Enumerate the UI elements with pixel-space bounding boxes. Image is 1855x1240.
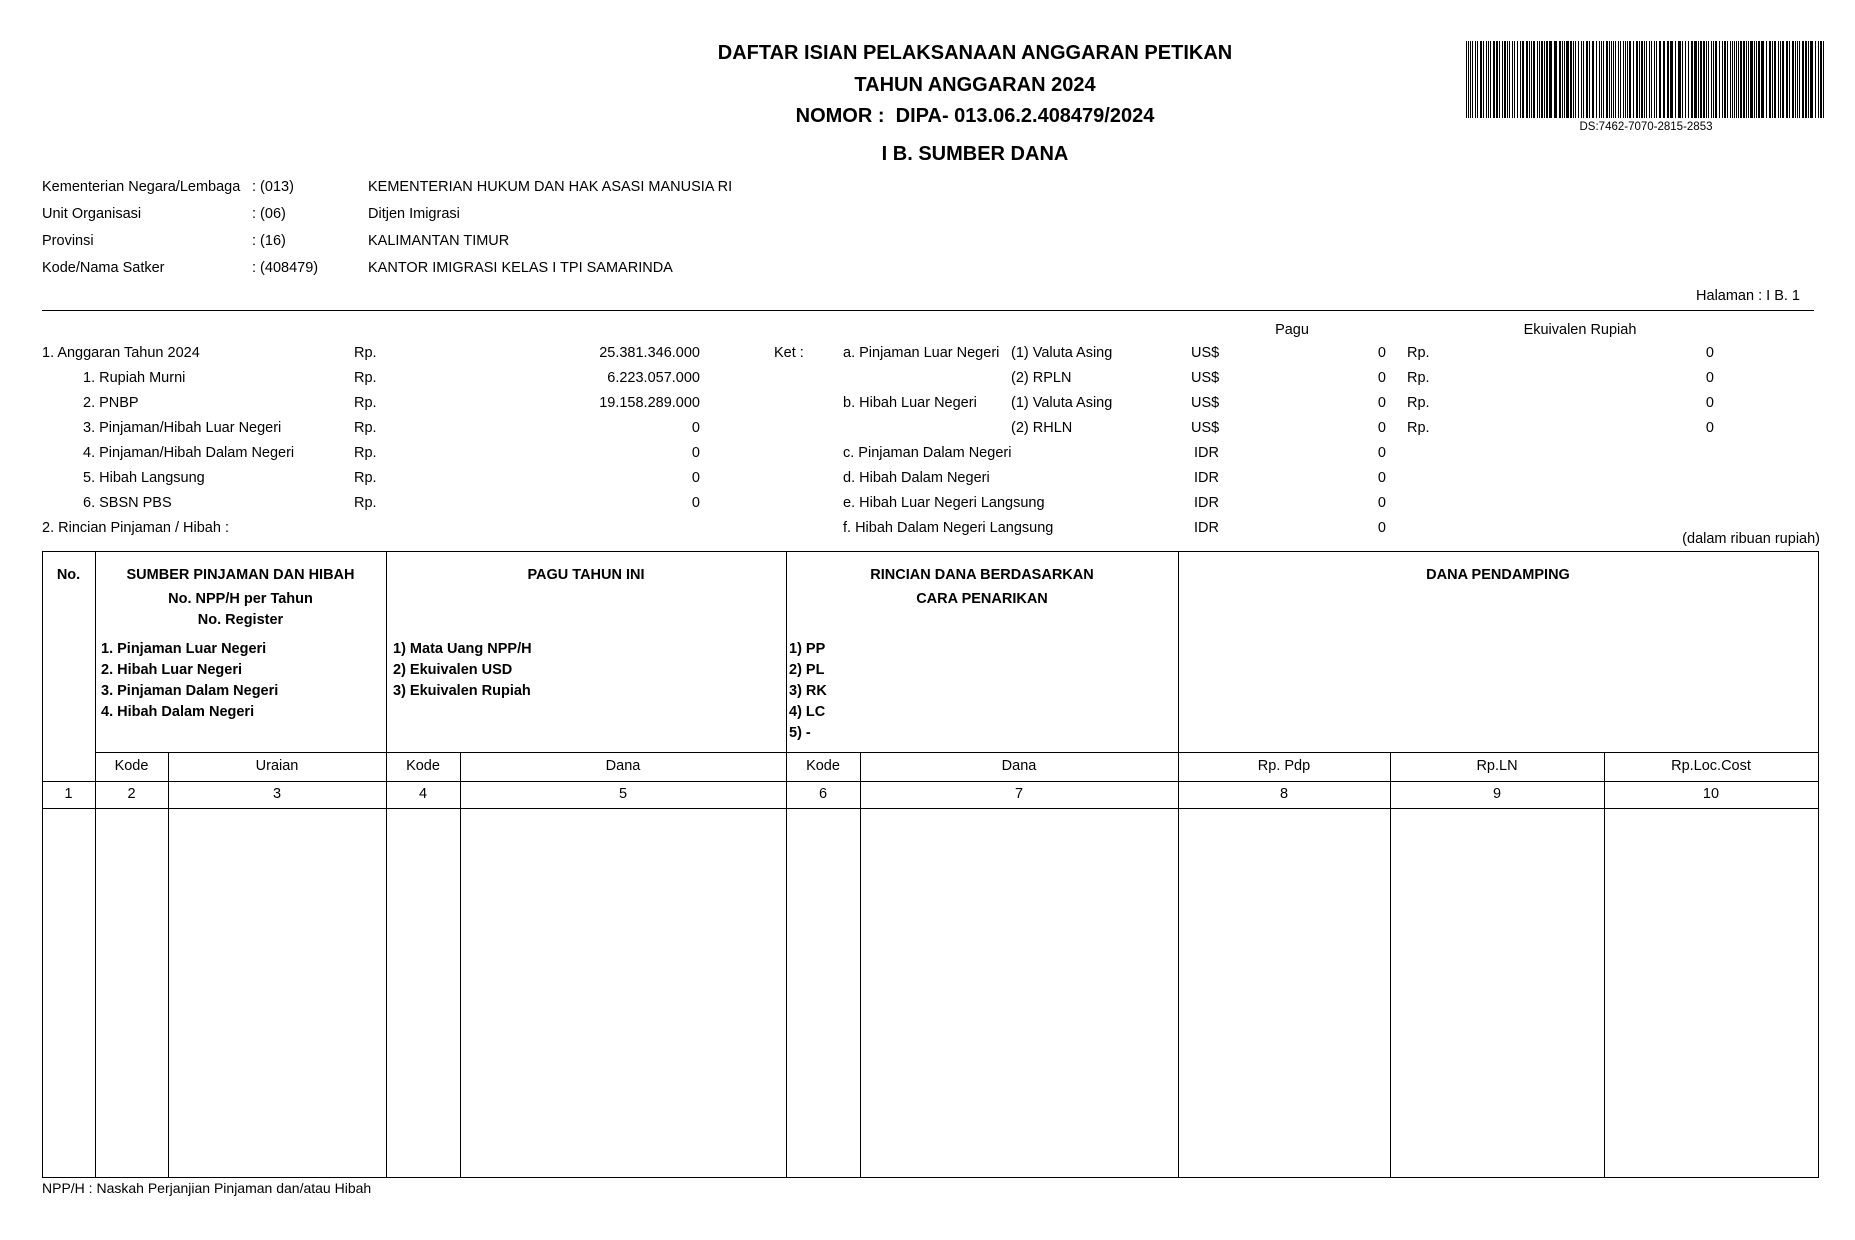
budget-amount: 0 [691, 445, 700, 461]
ket-subtype: (2) RPLN [1011, 370, 1072, 386]
budget-label: 1. Rupiah Murni [83, 370, 186, 386]
budget-amount: 0 [691, 495, 700, 511]
subheader-dana: Dana [605, 758, 641, 774]
sumber-list-item: 1. Pinjaman Luar Negeri [101, 641, 267, 657]
header-no: No. [56, 567, 81, 583]
footer-note: NPP/H : Naskah Perjanjian Pinjaman dan/atau Hibah [42, 1180, 372, 1196]
header-pagu: PAGU TAHUN INI [527, 567, 645, 583]
ket-pagu: 0 [1377, 420, 1386, 436]
budget-currency: Rp. [354, 445, 377, 461]
header-sumber-register: No. Register [197, 612, 284, 628]
sumber-list-item: 2. Hibah Luar Negeri [101, 662, 243, 678]
ekuivalen-header: Ekuivalen Rupiah [1523, 322, 1637, 338]
subheader-uraian: Uraian [255, 758, 299, 774]
subheader-rp-pdp: Rp. Pdp [1257, 758, 1311, 774]
subheader-rp-loc-cost: Rp.Loc.Cost [1671, 758, 1751, 774]
subheader-kode: Kode [406, 758, 440, 774]
nomor-value: DIPA- 013.06.2.408479/2024 [895, 105, 1155, 127]
nomor-label: NOMOR : [795, 105, 885, 127]
budget-amount: 25.381.346.000 [599, 345, 700, 361]
info-value: Ditjen Imigrasi [368, 206, 460, 222]
budget-label: 4. Pinjaman/Hibah Dalam Negeri [83, 445, 295, 461]
barcode-text: DS:7462-7070-2815-2853 [1579, 121, 1713, 133]
ket-type: d. Hibah Dalam Negeri [843, 470, 990, 486]
rincian-label: 2. Rincian Pinjaman / Hibah : [42, 520, 229, 536]
budget-currency: Rp. [354, 370, 377, 386]
budget-amount: 6.223.057.000 [607, 370, 700, 386]
ket-currency: IDR [1194, 520, 1219, 536]
ket-currency: US$ [1191, 395, 1220, 411]
ket-ekuivalen: 0 [1705, 420, 1714, 436]
ket-currency: IDR [1194, 495, 1219, 511]
info-label: Provinsi [42, 233, 94, 249]
ket-subtype: (1) Valuta Asing [1011, 395, 1113, 411]
budget-currency: Rp. [354, 495, 377, 511]
info-value: KANTOR IMIGRASI KELAS I TPI SAMARINDA [368, 260, 673, 276]
ket-ekuivalen: 0 [1705, 370, 1714, 386]
ket-currency: US$ [1191, 345, 1220, 361]
ket-ekuivalen: 0 [1705, 395, 1714, 411]
header-dana-pendamping: DANA PENDAMPING [1426, 567, 1570, 583]
pagu-header: Pagu [1275, 322, 1309, 338]
document-year: TAHUN ANGGARAN 2024 [854, 74, 1096, 96]
page-number: Halaman : I B. 1 [1696, 288, 1800, 304]
ket-ekuivalen: 0 [1705, 345, 1714, 361]
column-number: 6 [818, 786, 828, 802]
pagu-list-item: 3) Ekuivalen Rupiah [393, 683, 531, 699]
ket-rp: Rp. [1407, 370, 1430, 386]
ket-currency: IDR [1194, 470, 1219, 486]
info-code: : (013) [252, 179, 294, 195]
ket-currency: US$ [1191, 370, 1220, 386]
budget-label: 6. SBSN PBS [83, 495, 172, 511]
info-code: : (06) [252, 206, 286, 222]
budget-amount: 0 [691, 420, 700, 436]
subheader-kode: Kode [806, 758, 840, 774]
ket-pagu: 0 [1377, 370, 1386, 386]
ket-subtype: (1) Valuta Asing [1011, 345, 1113, 361]
budget-currency: Rp. [354, 420, 377, 436]
ket-rp: Rp. [1407, 345, 1430, 361]
column-number: 9 [1492, 786, 1502, 802]
budget-label: 3. Pinjaman/Hibah Luar Negeri [83, 420, 282, 436]
rincian-list-item: 1) PP [789, 641, 826, 657]
ket-label: Ket : [774, 345, 804, 361]
unit-note: (dalam ribuan rupiah) [1682, 531, 1820, 547]
barcode-image [1466, 41, 1826, 118]
ket-pagu: 0 [1377, 495, 1386, 511]
ket-pagu: 0 [1377, 395, 1386, 411]
ket-rp: Rp. [1407, 420, 1430, 436]
subheader-dana: Dana [1001, 758, 1037, 774]
ket-type: b. Hibah Luar Negeri [843, 395, 977, 411]
sumber-list-item: 4. Hibah Dalam Negeri [101, 704, 255, 720]
info-label: Unit Organisasi [42, 206, 142, 222]
pagu-list-item: 1) Mata Uang NPP/H [393, 641, 532, 657]
info-value: KEMENTERIAN HUKUM DAN HAK ASASI MANUSIA RI [368, 179, 733, 195]
document-number [625, 105, 1325, 128]
budget-label: 5. Hibah Langsung [83, 470, 205, 486]
ket-rp: Rp. [1407, 395, 1430, 411]
column-number: 5 [618, 786, 628, 802]
sumber-list-item: 3. Pinjaman Dalam Negeri [101, 683, 279, 699]
ket-pagu: 0 [1377, 470, 1386, 486]
column-number: 7 [1014, 786, 1024, 802]
ket-type: c. Pinjaman Dalam Negeri [843, 445, 1012, 461]
header-rincian: RINCIAN DANA BERDASARKAN [870, 567, 1094, 583]
rincian-list-item: 3) RK [789, 683, 827, 699]
rincian-list-item: 5) - [789, 725, 811, 741]
subheader-kode: Kode [114, 758, 149, 774]
pagu-list-item: 2) Ekuivalen USD [393, 662, 513, 678]
header-rincian-cara: CARA PENARIKAN [916, 591, 1048, 607]
info-code: : (408479) [252, 260, 319, 276]
ket-pagu: 0 [1377, 520, 1386, 536]
column-number: 8 [1279, 786, 1289, 802]
ket-currency: IDR [1194, 445, 1219, 461]
rincian-list-item: 4) LC [789, 704, 826, 720]
info-value: KALIMANTAN TIMUR [368, 233, 510, 249]
info-label: Kode/Nama Satker [42, 260, 165, 276]
ket-subtype: (2) RHLN [1011, 420, 1073, 436]
ket-pagu: 0 [1377, 345, 1386, 361]
separator-line [42, 310, 1814, 311]
column-number: 1 [64, 786, 73, 802]
budget-amount: 0 [691, 470, 700, 486]
ket-type: f. Hibah Dalam Negeri Langsung [843, 520, 1054, 536]
ket-type: e. Hibah Luar Negeri Langsung [843, 495, 1045, 511]
ket-currency: US$ [1191, 420, 1220, 436]
column-number: 10 [1702, 786, 1720, 802]
rincian-list-item: 2) PL [789, 662, 825, 678]
section-title: I B. SUMBER DANA [881, 143, 1069, 165]
subheader-rp-ln: Rp.LN [1476, 758, 1518, 774]
ket-pagu: 0 [1377, 445, 1386, 461]
header-sumber: SUMBER PINJAMAN DAN HIBAH [126, 567, 355, 583]
column-number: 2 [127, 786, 136, 802]
budget-currency: Rp. [354, 470, 377, 486]
info-code: : (16) [252, 233, 286, 249]
document-title: DAFTAR ISIAN PELAKSANAAN ANGGARAN PETIKAN [717, 42, 1233, 64]
column-number: 4 [418, 786, 428, 802]
budget-amount: 19.158.289.000 [599, 395, 700, 411]
ket-type: a. Pinjaman Luar Negeri [843, 345, 1000, 361]
budget-currency: Rp. [354, 345, 377, 361]
header-sumber-npph: No. NPP/H per Tahun [168, 591, 313, 607]
budget-label: 2. PNBP [83, 395, 139, 411]
budget-currency: Rp. [354, 395, 377, 411]
budget-label: 1. Anggaran Tahun 2024 [42, 345, 200, 361]
info-label: Kementerian Negara/Lembaga [42, 179, 241, 195]
column-number: 3 [272, 786, 282, 802]
